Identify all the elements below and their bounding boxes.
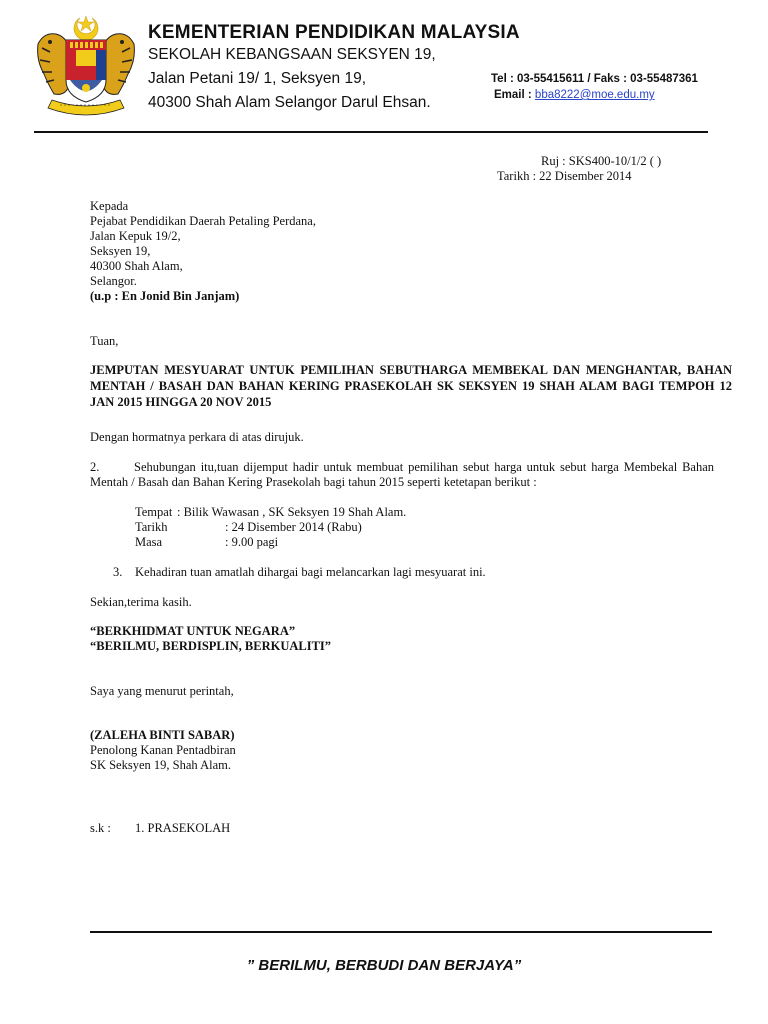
coat-of-arms-logo <box>30 14 142 122</box>
detail-value-tempat: : Bilik Wawasan , SK Seksyen 19 Shah Alam. <box>177 505 407 519</box>
email-row <box>494 89 655 101</box>
motto-1: “BERKHIDMAT UNTUK NEGARA” <box>90 624 296 638</box>
paragraph-2-number: 2. <box>90 460 100 474</box>
recipient-line: 40300 Shah Alam, <box>90 259 183 273</box>
detail-label-masa: Masa <box>135 535 163 549</box>
detail-value-tarikh: : 24 Disember 2014 (Rabu) <box>225 520 362 534</box>
footer-divider <box>90 931 712 933</box>
subject-line3: JAN 2015 HINGGA 20 NOV 2015 <box>90 395 272 409</box>
signatory-position: Penolong Kanan Pentadbiran <box>90 743 236 757</box>
ministry-name: KEMENTERIAN PENDIDIKAN MALAYSIA <box>148 22 520 43</box>
recipient-line: Seksyen 19, <box>90 244 151 258</box>
email-link[interactable]: bba8222@moe.edu.my <box>534 89 655 101</box>
tel-faks: Tel : 03-55415611 / Faks : 03-55487361 <box>491 73 698 85</box>
paragraph-3-number: 3. <box>113 565 123 579</box>
salutation: Tuan, <box>90 334 119 348</box>
paragraph-3: Kehadiran tuan amatlah dihargai bagi melancarkan lagi mesyuarat ini. <box>135 565 486 579</box>
paragraph-2-line2: Mentah / Basah dan Bahan Kering Prasekolah bagi tahun 2015 seperti ketetapan berikut : <box>90 475 537 489</box>
closing: Sekian,terima kasih. <box>90 595 192 609</box>
paragraph-1: Dengan hormatnya perkara di atas dirujuk. <box>90 430 304 444</box>
school-name: SEKOLAH KEBANGSAAN SEKSYEN 19, <box>148 46 436 63</box>
signatory-organisation: SK Seksyen 19, Shah Alam. <box>90 758 231 772</box>
detail-label-tarikh: Tarikh <box>135 520 168 534</box>
subject-line1: JEMPUTAN MESYUARAT UNTUK PEMILIHAN SEBUTHARGA MEMBEKAL DAN MENGHANTAR, BAHAN <box>90 363 732 377</box>
detail-label-tempat: Tempat <box>135 505 173 519</box>
recipient-line: Selangor. <box>90 274 137 288</box>
signatory-name: (ZALEHA BINTI SABAR) <box>90 728 235 742</box>
cc-item: 1. PRASEKOLAH <box>135 821 231 835</box>
sign-intro: Saya yang menurut perintah, <box>90 684 234 698</box>
email-label: Email : <box>494 89 532 101</box>
recipient-line: Jalan Kepuk 19/2, <box>90 229 181 243</box>
recipient-attention: (u.p : En Jonid Bin Janjam) <box>90 289 240 303</box>
school-address-line1: Jalan Petani 19/ 1, Seksyen 19, <box>148 70 367 87</box>
header-divider <box>34 131 708 133</box>
school-address-line2: 40300 Shah Alam Selangor Darul Ehsan. <box>148 94 431 111</box>
recipient-line: Pejabat Pendidikan Daerah Petaling Perdana, <box>90 214 316 228</box>
footer-motto: ” BERILMU, BERBUDI DAN BERJAYA” <box>246 957 522 974</box>
subject-line2: MENTAH / BASAH DAN BAHAN KERING PRASEKOLAH SK SEKSYEN 19 SHAH ALAM BAGI TEMPOH 12 <box>90 379 732 393</box>
detail-value-masa: : 9.00 pagi <box>225 535 279 549</box>
motto-2: “BERILMU, BERDISPLIN, BERKUALITI” <box>90 639 332 653</box>
cc-label: s.k : <box>90 821 111 835</box>
letter-date: Tarikh : 22 Disember 2014 <box>497 169 632 183</box>
paragraph-2-line1: Sehubungan itu,tuan dijemput hadir untuk membuat pemilihan sebut harga untuk sebut harga Membekal Bahan <box>134 460 714 474</box>
recipient-kepada: Kepada <box>90 199 129 213</box>
reference-number: Ruj : SKS400-10/1/2 ( ) <box>541 154 662 168</box>
